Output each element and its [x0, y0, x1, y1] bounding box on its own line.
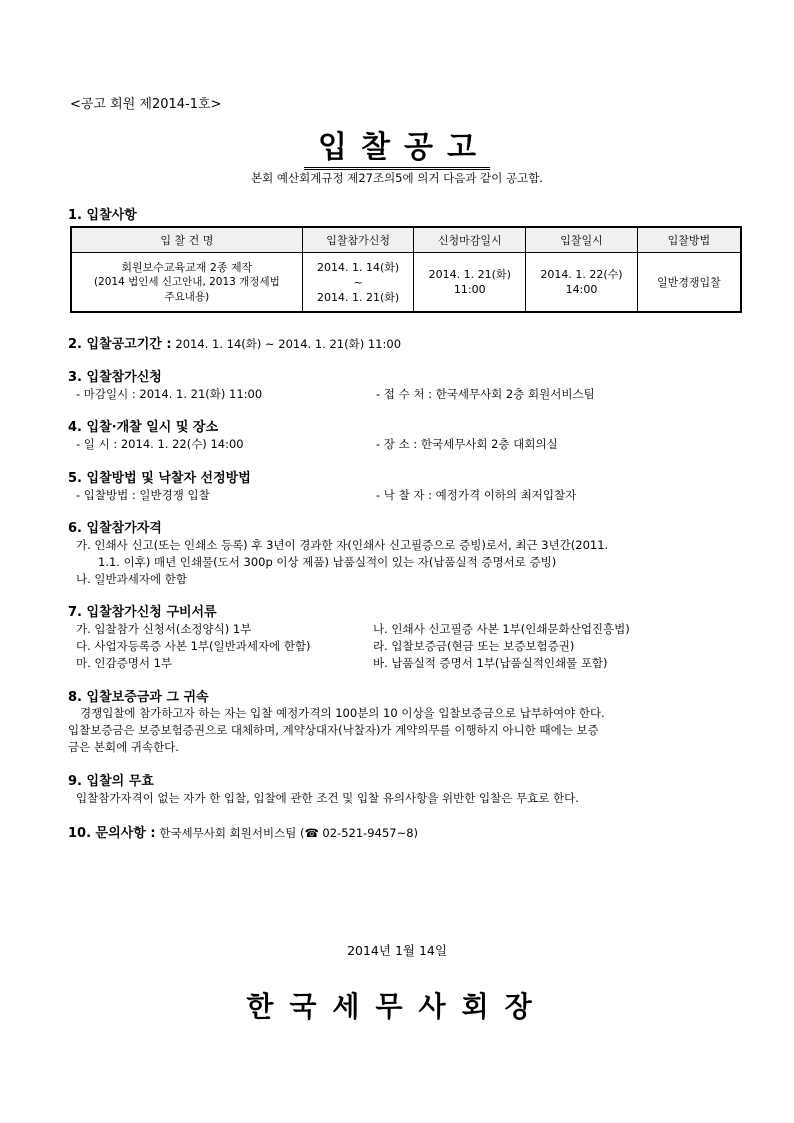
section-6-line1: 가. 인쇄사 신고(또는 인쇄소 등록) 후 3년이 경과한 자(인쇄사 신고필증으로 증빙)로서, 최근 3년간(2011.	[76, 538, 609, 552]
section-7-heading: 7. 입찰참가신청 구비서류	[68, 605, 217, 620]
col-header-bid-date: 입찰일시	[526, 227, 638, 253]
notice-date: 2014년 1월 14일	[347, 943, 447, 958]
deadline-date: 2014. 1. 21(화)	[428, 268, 511, 281]
section-10	[68, 822, 418, 841]
section-5-right: - 낙 찰 자 : 예정가격 이하의 최저입찰자	[376, 488, 577, 502]
section-3-right: - 접 수 처 : 한국세무사회 2층 회원서비스팀	[376, 387, 595, 401]
section-8-line2: 입찰보증금은 보증보험증권으로 대체하며, 계약상대자(낙찰자)가 계약의무를 이행하지 아니한 때에는 보증	[68, 723, 599, 737]
bid-name-line3: 주요내용)	[164, 290, 210, 303]
section-5-left: - 입찰방법 : 일반경쟁 입찰	[76, 488, 210, 502]
section-10-text: 한국세무사회 회원서비스팀 (☎ 02-521-9457~8)	[159, 826, 419, 840]
cell-bid-name	[71, 253, 302, 313]
section-8-line3: 금은 본회에 귀속한다.	[68, 740, 179, 754]
section-8-heading: 8. 입찰보증금과 그 귀속	[68, 690, 209, 705]
bid-name-line2: (2014 법인세 신고안내, 2013 개정세법	[93, 275, 280, 288]
list-item: 마. 인감증명서 1부	[76, 656, 173, 670]
deadline-time: 11:00	[453, 283, 486, 296]
table-row	[71, 253, 741, 313]
notice-number: <공고 회원 제2014-1호>	[70, 97, 222, 112]
list-item: 가. 입찰참가 신청서(소정양식) 1부	[76, 622, 252, 636]
section-4-right: - 장 소 : 한국세무사회 2층 대회의실	[376, 437, 558, 451]
section-2-text: 2014. 1. 14(화) ~ 2014. 1. 21(화) 11:00	[175, 337, 402, 351]
col-header-apply: 입찰참가신청	[302, 227, 414, 253]
bid-time: 14:00	[565, 283, 598, 296]
section-9-text: 입찰참가자격이 없는 자가 한 입찰, 입찰에 관한 조건 및 입찰 유의사항을 위반한 입찰은 무효로 한다.	[76, 791, 579, 805]
preamble: 본회 예산회계규정 제27조의5에 의거 다음과 같이 공고함.	[251, 171, 543, 185]
bid-name-line1: 회원보수교육교재 2종 제작	[121, 260, 253, 274]
apply-tilde: ~	[353, 275, 363, 289]
bid-date: 2014. 1. 22(수)	[540, 268, 623, 281]
section-2-heading: 2. 입찰공고기간 :	[68, 337, 172, 352]
section-1-heading: 1. 입찰사항	[68, 208, 137, 223]
section-4-left: - 일 시 : 2014. 1. 22(수) 14:00	[76, 437, 244, 451]
section-6-heading: 6. 입찰참가자격	[68, 521, 162, 536]
col-header-method: 입찰방법	[637, 227, 741, 253]
list-item: 바. 납품실적 증명서 1부(납품실적인쇄물 포함)	[373, 656, 608, 670]
cell-bid-date	[526, 253, 638, 313]
section-3-left: - 마감일시 : 2014. 1. 21(화) 11:00	[76, 387, 263, 401]
list-item: 다. 사업자등록증 사본 1부(일반과세자에 한함)	[76, 639, 311, 653]
page-title-text: 입찰공고	[304, 130, 490, 170]
organization-signature: 한국세무사회장	[246, 990, 548, 1023]
section-6-line2: 1.1. 이후) 매년 인쇄물(도서 300p 이상 제품) 납품실적이 있는 자(납품실적 증명서로 증빙)	[98, 555, 557, 569]
apply-end: 2014. 1. 21(화)	[316, 290, 400, 304]
page-title	[0, 122, 794, 166]
section-5-heading: 5. 입찰방법 및 낙찰자 선정방법	[68, 471, 251, 486]
cell-apply	[302, 253, 414, 313]
col-header-name: 입 찰 건 명	[71, 227, 302, 253]
section-6-line3: 나. 일반과세자에 한함	[76, 572, 187, 586]
section-8-line1: 경쟁입찰에 참가하고자 하는 자는 입찰 예정가격의 100분의 10 이상을 입찰보증금으로 납부하여야 한다.	[80, 706, 605, 720]
cell-deadline	[414, 253, 526, 313]
section-10-heading: 10. 문의사항 :	[68, 826, 156, 841]
bid-table-header-row	[71, 227, 741, 253]
apply-start: 2014. 1. 14(화)	[316, 260, 400, 274]
section-9-heading: 9. 입찰의 무효	[68, 774, 154, 789]
section-3-heading: 3. 입찰참가신청	[68, 370, 162, 385]
list-item: 라. 입찰보증금(현금 또는 보증보험증권)	[373, 639, 575, 653]
cell-method: 일반경쟁입찰	[637, 253, 741, 313]
col-header-deadline: 신청마감일시	[414, 227, 526, 253]
section-2	[68, 333, 401, 352]
bid-table	[70, 226, 742, 313]
list-item: 나. 인쇄사 신고필증 사본 1부(인쇄문화산업진흥법)	[373, 622, 630, 636]
section-4-heading: 4. 입찰·개찰 일시 및 장소	[68, 420, 219, 435]
